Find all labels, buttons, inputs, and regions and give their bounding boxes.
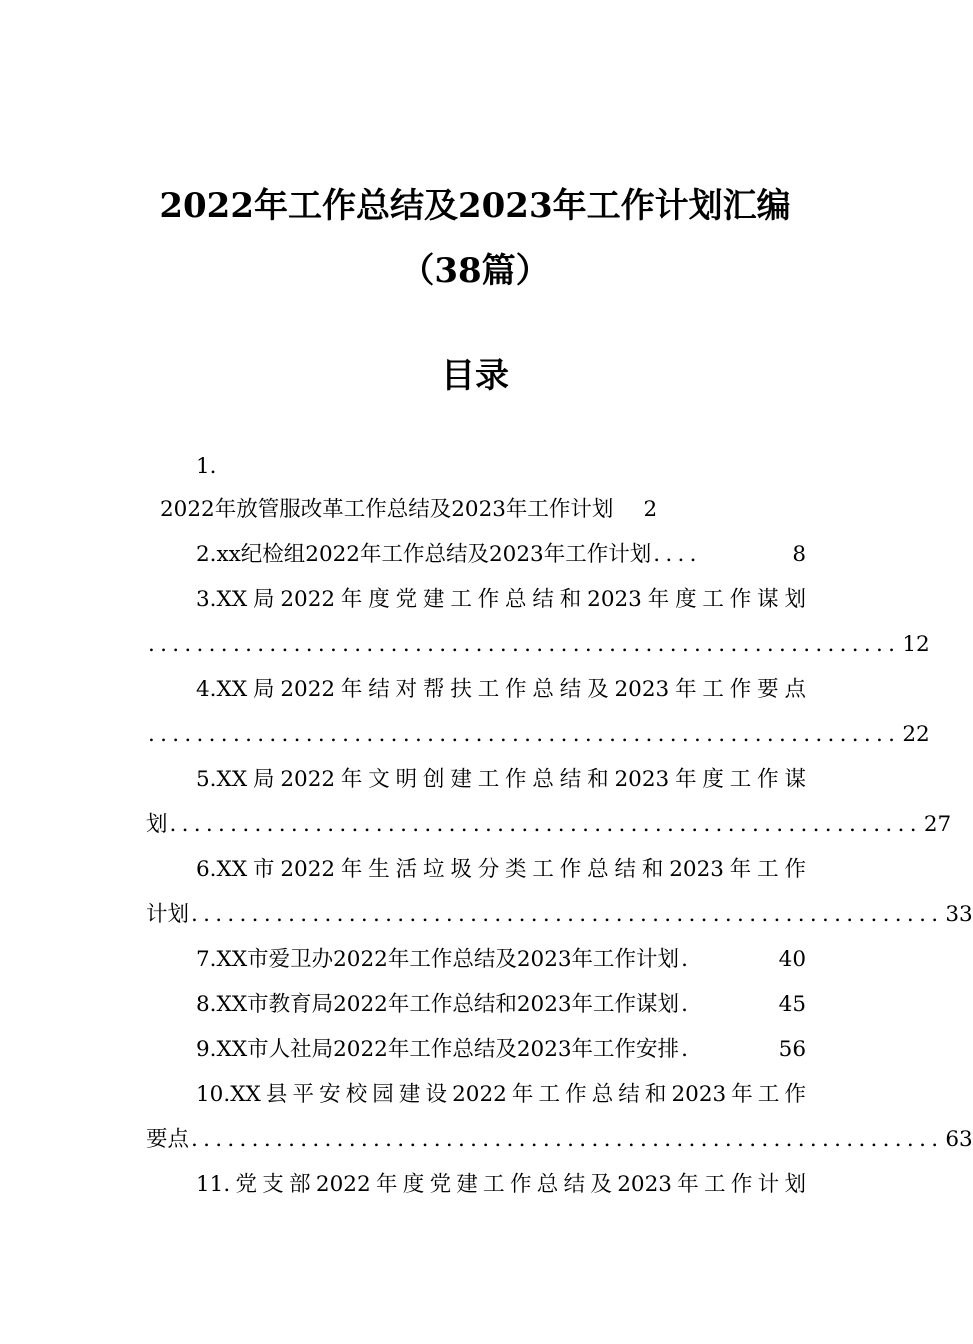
toc-entry-2[interactable]: 2.xx纪检组2022年工作总结及2023年工作计划 .... 8 [196, 540, 806, 570]
toc-entry-text: 7.XX市爱卫办2022年工作总结及2023年工作计划 [196, 947, 680, 972]
toc-entry-3-cont[interactable]: .............................................................. 12 [146, 630, 806, 660]
toc-entry-page: 40 [778, 947, 806, 972]
toc-entry-3[interactable]: 3.XX局2022年度党建工作总结和2023年度工作谋划 [196, 587, 806, 612]
toc-entry-1[interactable] [160, 495, 657, 525]
toc-entry-8[interactable]: 8.XX市教育局2022年工作总结和2023年工作谋划 . 45 [196, 990, 806, 1020]
toc-entry-text: 8.XX市教育局2022年工作总结和2023年工作谋划 [196, 992, 680, 1017]
toc-entry-6-cont[interactable]: 计划 .............................................................. 33 [146, 900, 806, 930]
toc-entry-10[interactable]: 10.XX县平安校园建设2022年工作总结和2023年工作 [196, 1082, 806, 1107]
toc-entry-6[interactable]: 6.XX市2022年生活垃圾分类工作总结和2023年工作 [196, 857, 806, 882]
toc-entry-page: 2 [643, 497, 658, 522]
toc-entry-4-cont[interactable]: .............................................................. 22 [146, 720, 806, 750]
toc-entry-page: 12 [902, 632, 930, 657]
toc-entry-text: 9.XX市人社局2022年工作总结及2023年工作安排 [196, 1037, 680, 1062]
toc-entry-5-cont[interactable]: 划 .............................................................. 27 [146, 810, 806, 840]
toc-entry-4[interactable]: 4.XX局2022年结对帮扶工作总结及2023年工作要点 [196, 677, 806, 702]
toc-entry-text: 计划 [146, 902, 190, 927]
toc-entry-5[interactable]: 5.XX局2022年文明创建工作总结和2023年度工作谋 [196, 767, 806, 792]
toc-entry-9[interactable]: 9.XX市人社局2022年工作总结及2023年工作安排 . 56 [196, 1035, 806, 1065]
document-subtitle: （38篇） [400, 251, 550, 291]
toc-entry-page: 63 [945, 1127, 973, 1152]
toc-entry-11[interactable]: 11.党支部2022年度党建工作总结及2023年工作计划 [196, 1172, 806, 1197]
toc-entry-page: 56 [778, 1037, 806, 1062]
toc-entry-page: 45 [778, 992, 806, 1017]
toc-entry-text: 要点 [146, 1127, 190, 1152]
toc-entry-text: 划 [146, 812, 168, 837]
toc-entry-text: 2022年放管服改革工作总结及2023年工作计划 [160, 497, 614, 522]
toc-entry-7[interactable]: 7.XX市爱卫办2022年工作总结及2023年工作计划 . 40 [196, 945, 806, 975]
toc-entry-page: 33 [945, 902, 973, 927]
toc-entry-10-cont[interactable]: 要点 .............................................................. 63 [146, 1125, 806, 1155]
toc-entry-page: 22 [902, 722, 930, 747]
toc-entry-page: 27 [923, 812, 952, 837]
toc-heading: 目录 [441, 356, 509, 396]
toc-entry-page: 8 [792, 542, 806, 567]
document-title: 2022年工作总结及2023年工作计划汇编 [159, 186, 791, 226]
toc-entry-text: 2.xx纪检组2022年工作总结及2023年工作计划 [196, 542, 652, 567]
toc-entry-1-number[interactable]: 1. [196, 454, 217, 479]
